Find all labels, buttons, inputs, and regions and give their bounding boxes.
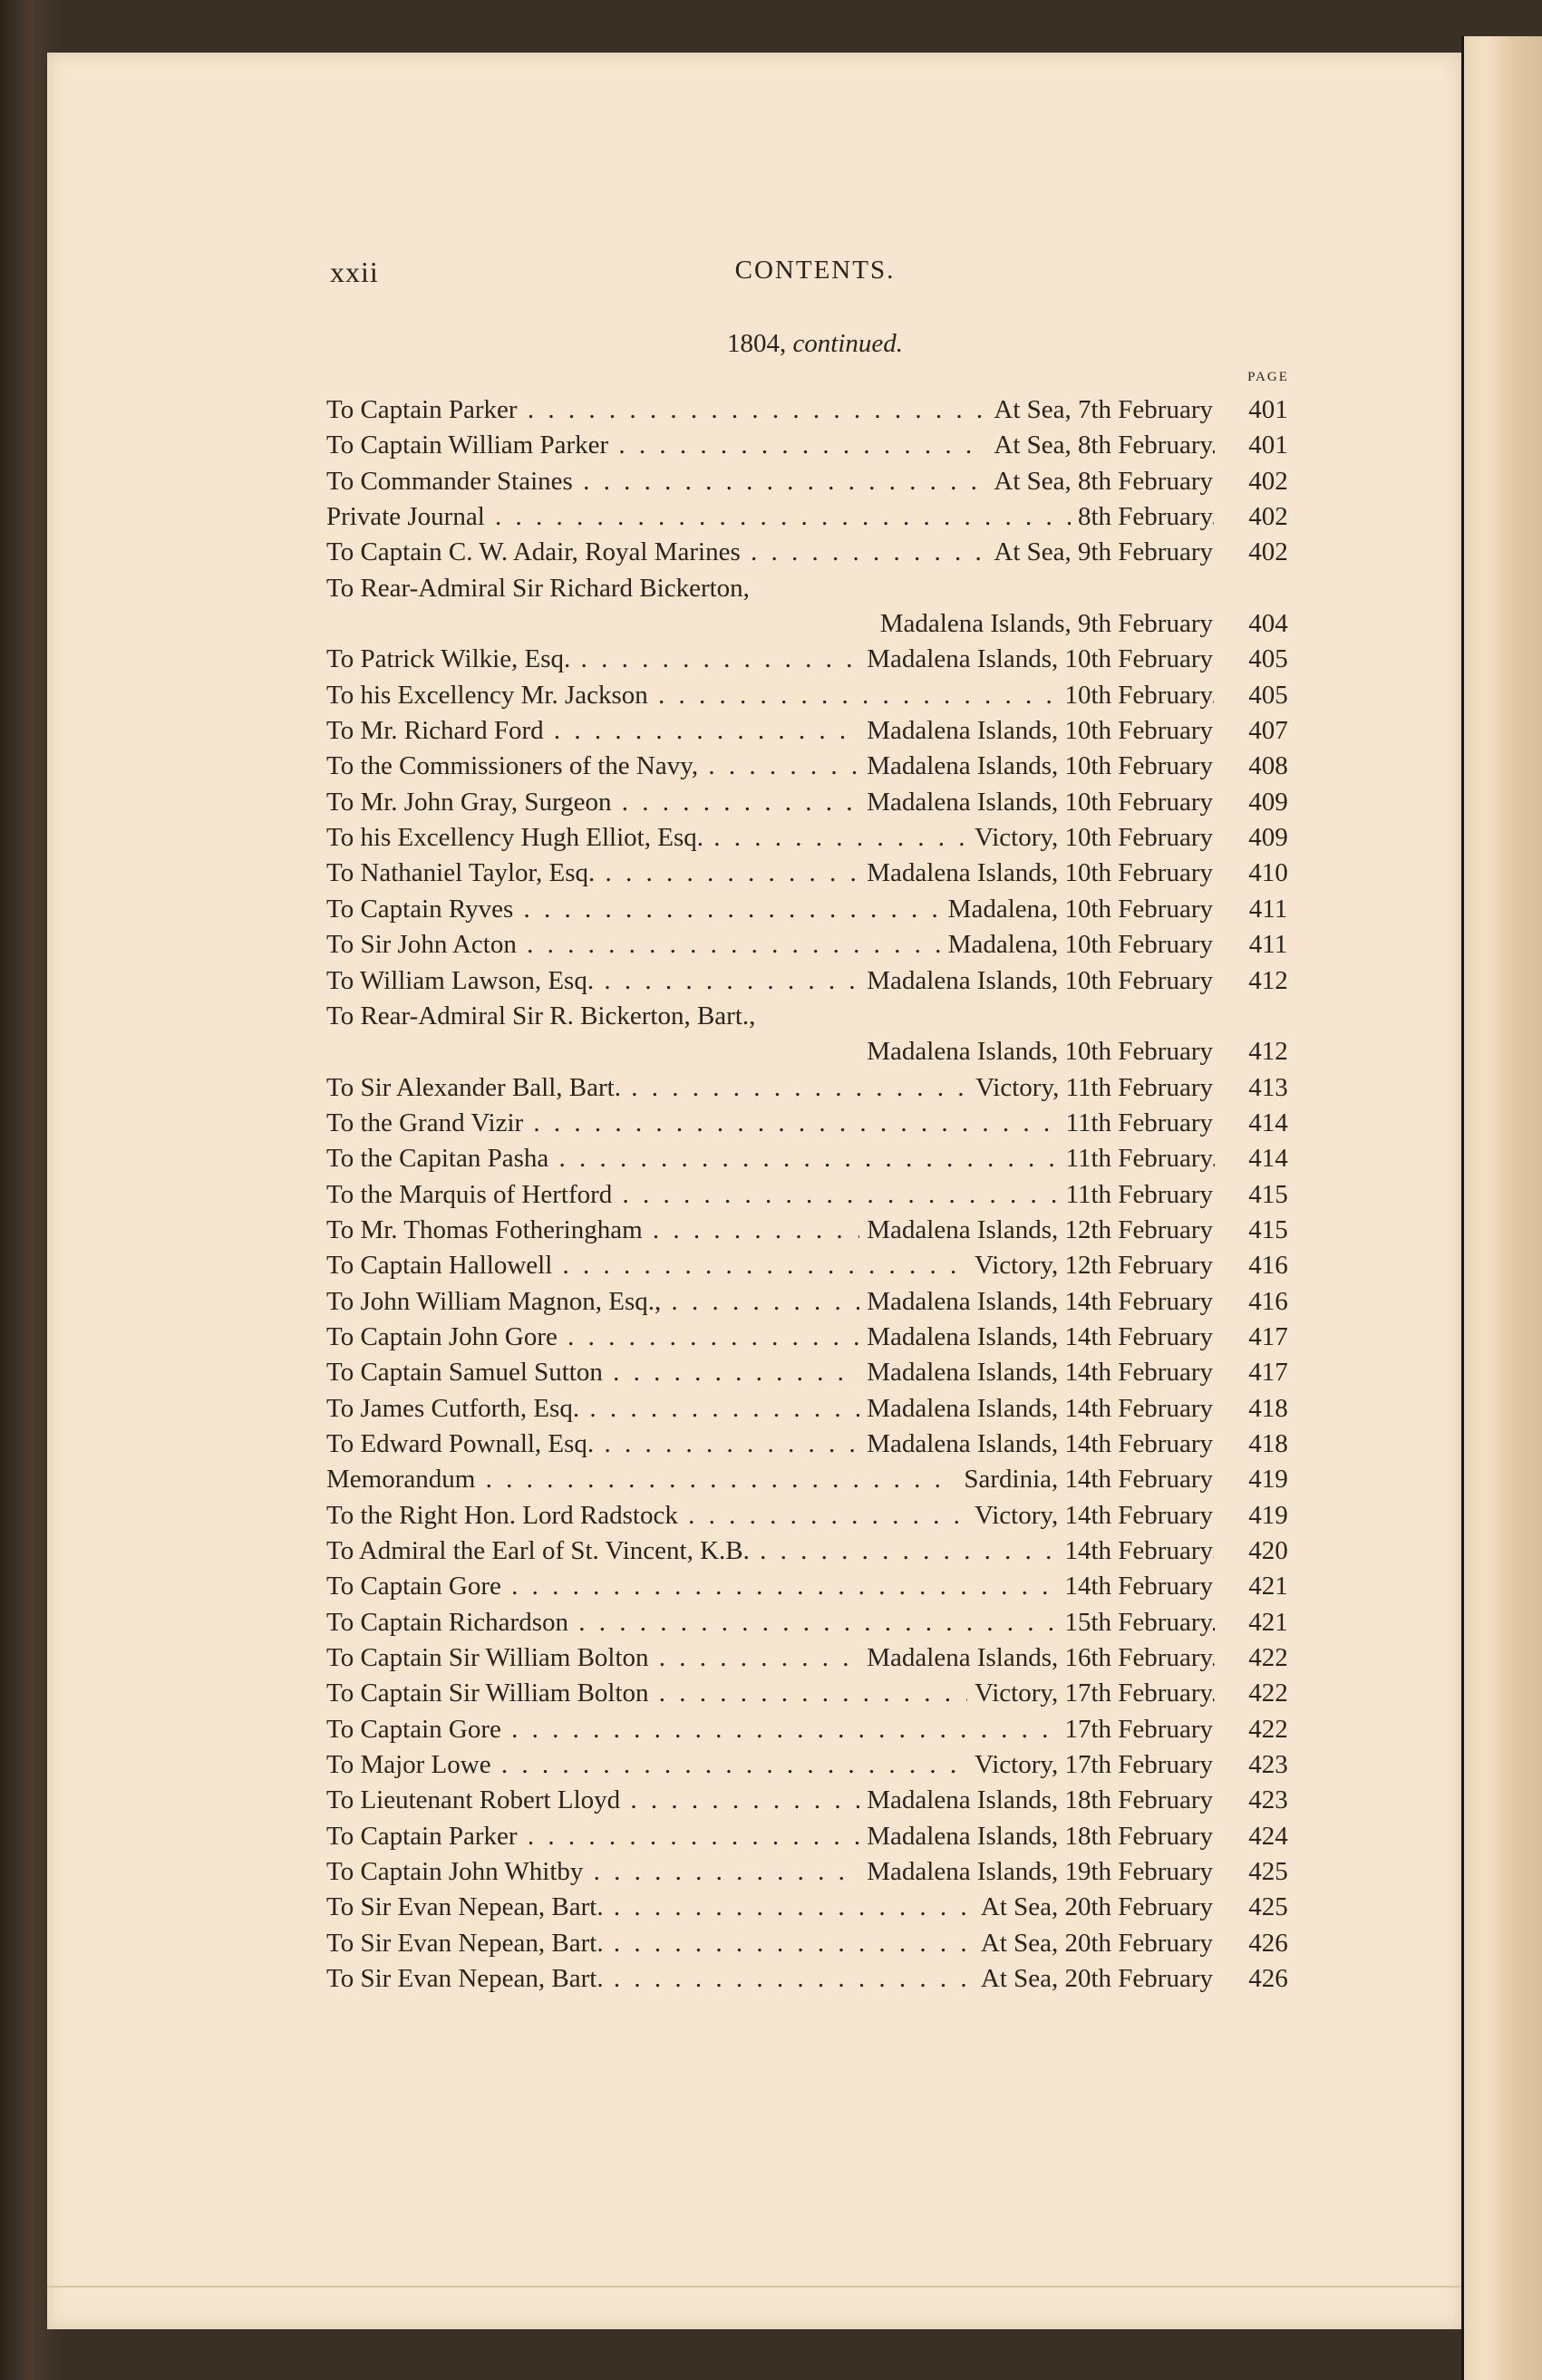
contents-entry (326, 749, 1300, 784)
entry-page-number: 420 (1248, 1536, 1288, 1565)
entry-page-number: 401 (1248, 431, 1288, 460)
entry-title: To Rear-Admiral Sir Richard Bickerton, (326, 573, 750, 603)
entry-title: To Captain Hallowell . . . (326, 1248, 1215, 1283)
entry-title: To the Right Hon. Lord Radstock . . . (326, 1498, 1215, 1533)
entry-page-number: 405 (1248, 680, 1288, 710)
contents-entry (326, 1034, 1300, 1069)
entry-place-date: 14th February (1058, 1569, 1214, 1604)
entry-page-number: 409 (1248, 823, 1288, 853)
contents-entry (326, 820, 1300, 856)
entry-title: To Sir Evan Nepean, Bart. . . . (326, 1890, 1215, 1925)
entry-place-date: At Sea, 20th February (974, 1961, 1213, 1997)
entry-title: To Mr. Richard Ford . . . (326, 713, 1215, 749)
entry-place-date: Madalena Islands, 14th February (859, 1284, 1213, 1320)
contents-entry (326, 1605, 1300, 1640)
entry-place-date: 8th February (1071, 499, 1213, 535)
entry-place-date: Madalena Islands, 10th February (859, 963, 1213, 999)
entry-page-number: 405 (1248, 644, 1288, 674)
entry-title: To Captain Samuel Sutton . . . (326, 1355, 1215, 1390)
entry-place-date: Madalena Islands, 10th February (859, 713, 1213, 749)
entry-title: To Sir Alexander Ball, Bart. . . . (326, 1070, 1215, 1106)
entry-page-number: 404 (1248, 609, 1288, 639)
contents-entry (326, 1569, 1300, 1604)
contents-entry (326, 1498, 1300, 1533)
entry-page-number: 416 (1248, 1251, 1288, 1281)
entry-page-number: 418 (1248, 1393, 1288, 1423)
entry-page-number: 402 (1248, 466, 1288, 496)
entry-title: To the Commissioners of the Navy, . . . (326, 749, 1215, 784)
contents-entry (326, 1106, 1300, 1141)
entry-place-date: 17th February (1058, 1712, 1214, 1747)
entry-place-date: Madalena Islands, 10th February (859, 785, 1213, 820)
subhead-continued: continued. (792, 329, 904, 358)
entry-place-date: Madalena Islands, 18th February (859, 1783, 1213, 1818)
contents-entry (326, 1783, 1300, 1818)
entry-page-number: 421 (1248, 1607, 1288, 1637)
entry-page-number: 414 (1248, 1144, 1288, 1174)
entry-title: To Lieutenant Robert Lloyd . . . (326, 1783, 1215, 1818)
entry-page-number: 417 (1248, 1321, 1288, 1351)
entry-place-date: Madalena Islands, 10th February (859, 856, 1213, 891)
entry-title: To Captain John Whitby . . . (326, 1854, 1215, 1890)
contents-entry (326, 1177, 1300, 1213)
page-bottom-rule (47, 2286, 1461, 2288)
entry-place-date: Madalena Islands, 16th February (859, 1640, 1213, 1676)
entry-place-date: Madalena Islands, 10th February (859, 642, 1213, 677)
contents-entry (326, 927, 1300, 963)
contents-entry (326, 1320, 1300, 1355)
entry-page-number: 423 (1248, 1785, 1288, 1815)
contents-entry (326, 999, 1300, 1034)
entry-place-date: Madalena Islands, 14th February (859, 1427, 1213, 1462)
contents-entry (326, 571, 1300, 606)
contents-entry (326, 1533, 1300, 1569)
contents-entry (326, 392, 1300, 428)
entry-page-number: 411 (1248, 894, 1288, 924)
entry-page-number: 418 (1248, 1428, 1288, 1458)
entry-title: To Admiral the Earl of St. Vincent, K.B. . . . (326, 1533, 1215, 1569)
entry-place-date: Sardinia, 14th February (956, 1462, 1213, 1497)
contents-entry (326, 1284, 1300, 1320)
entry-place-date: Victory, 10th February (967, 820, 1213, 856)
entry-title: To the Capitan Pasha . . . (326, 1141, 1215, 1176)
entry-place-date: Madalena, 10th February (941, 892, 1213, 927)
contents-list (326, 392, 1300, 1997)
entry-place-date: Madalena Islands, 10th February (859, 749, 1213, 784)
page-header (330, 256, 1300, 292)
entry-title: To John William Magnon, Esq., . . . (326, 1284, 1215, 1320)
entry-title: To Major Lowe . . . (326, 1747, 1215, 1783)
entry-title: To Mr. John Gray, Surgeon . . . (326, 785, 1215, 820)
contents-entry (326, 1890, 1300, 1925)
entry-title: To William Lawson, Esq. . . . (326, 963, 1215, 999)
entry-place-date: 11th February (1059, 1177, 1213, 1213)
entry-title: To the Grand Vizir . . . (326, 1106, 1215, 1141)
entry-page-number: 413 (1248, 1072, 1288, 1102)
contents-entry (326, 535, 1300, 570)
contents-entry (326, 892, 1300, 927)
entry-page-number: 425 (1248, 1892, 1288, 1922)
entry-title: To Captain Ryves . . . (326, 892, 1215, 927)
subhead-year: 1804, (726, 329, 787, 358)
contents-entry (326, 856, 1300, 891)
entry-place-date: Madalena Islands, 14th February (859, 1355, 1213, 1390)
entry-page-number: 415 (1248, 1179, 1288, 1209)
entry-place-date: At Sea, 20th February (974, 1926, 1213, 1961)
contents-entry (326, 1141, 1300, 1176)
contents-entry (326, 713, 1300, 749)
entry-place-date: At Sea, 9th February (986, 535, 1213, 570)
entry-place-date: Victory, 11th February (968, 1070, 1213, 1106)
entry-page-number: 421 (1248, 1572, 1288, 1601)
entry-place-date: At Sea, 20th February (974, 1890, 1213, 1925)
entry-title: To Captain Sir William Bolton . . . (326, 1676, 1215, 1711)
contents-entry (326, 606, 1300, 642)
contents-entry (326, 963, 1300, 999)
contents-entry (326, 1462, 1300, 1497)
entry-place-date: Victory, 17th February (967, 1676, 1213, 1711)
entry-title: To Captain John Gore . . . (326, 1320, 1215, 1355)
contents-entry (326, 1819, 1300, 1854)
entry-page-number: 417 (1248, 1358, 1288, 1388)
entry-place-date: Madalena, 10th February (941, 927, 1213, 963)
section-subhead (330, 329, 1300, 359)
facing-page-edge (1461, 36, 1542, 2380)
entry-page-number: 426 (1248, 1964, 1288, 1994)
entry-title: To Sir Evan Nepean, Bart. . . . (326, 1961, 1215, 1997)
entry-page-number: 409 (1248, 787, 1288, 817)
contents-entry (326, 1961, 1300, 1997)
entry-place-date: Madalena Islands, 9th February (873, 606, 1213, 642)
contents-entry (326, 1427, 1300, 1462)
entry-place-date: At Sea, 7th February (986, 392, 1213, 428)
entry-place-date: 14th February (1058, 1533, 1214, 1569)
entry-page-number: 414 (1248, 1108, 1288, 1137)
entry-place-date: Madalena Islands, 12th February (859, 1213, 1213, 1248)
entry-place-date: Victory, 12th February (967, 1248, 1213, 1283)
entry-page-number: 424 (1248, 1821, 1288, 1851)
folio-number: xxii (330, 256, 379, 288)
contents-entry (326, 1747, 1300, 1783)
entry-page-number: 425 (1248, 1857, 1288, 1887)
entry-page-number: 402 (1248, 537, 1288, 567)
entry-title: To Sir John Acton . . . (326, 927, 1215, 963)
entry-place-date: Madalena Islands, 14th February (859, 1391, 1213, 1427)
entry-place-date: Madalena Islands, 10th February (859, 1034, 1213, 1069)
page-column-label: PAGE (1247, 370, 1289, 384)
entry-page-number: 412 (1248, 1037, 1288, 1067)
contents-entry (326, 1854, 1300, 1890)
entry-title: To the Marquis of Hertford . . . (326, 1177, 1215, 1213)
entry-page-number: 412 (1248, 965, 1288, 995)
entry-page-number: 419 (1248, 1500, 1288, 1530)
entry-page-number: 426 (1248, 1928, 1288, 1958)
contents-entry (326, 1676, 1300, 1711)
entry-place-date: Victory, 14th February (967, 1498, 1213, 1533)
running-head: CONTENTS. (734, 256, 896, 285)
entry-place-date: Madalena Islands, 18th February (859, 1819, 1213, 1854)
entry-page-number: 410 (1248, 858, 1288, 888)
entry-page-number: 408 (1248, 751, 1288, 781)
entry-page-number: 423 (1248, 1750, 1288, 1780)
entry-title: Private Journal . . . (326, 499, 1215, 535)
entry-title: To Captain Sir William Bolton . . . (326, 1640, 1215, 1676)
entry-page-number: 407 (1248, 716, 1288, 746)
gutter-line (1461, 36, 1464, 2380)
entry-title: To Captain Parker . . . (326, 392, 1215, 428)
entry-page-number: 419 (1248, 1465, 1288, 1495)
entry-title: To Patrick Wilkie, Esq. . . . (326, 642, 1215, 677)
contents-entry (326, 678, 1300, 713)
entry-place-date: 11th February (1059, 1106, 1213, 1141)
contents-entry (326, 785, 1300, 820)
entry-page-number: 422 (1248, 1643, 1288, 1673)
contents-entry (326, 642, 1300, 677)
contents-entry (326, 1640, 1300, 1676)
entry-title: To his Excellency Mr. Jackson . . . (326, 678, 1215, 713)
entry-page-number: 422 (1248, 1714, 1288, 1744)
entry-title: To Captain William Parker . . . (326, 428, 1215, 463)
entry-place-date: 11th February (1059, 1141, 1213, 1176)
contents-entry (326, 1213, 1300, 1248)
entry-title: To his Excellency Hugh Elliot, Esq. . . . (326, 820, 1215, 856)
entry-place-date: Madalena Islands, 19th February (859, 1854, 1213, 1890)
contents-entry (326, 428, 1300, 463)
entry-title: To Edward Pownall, Esq. . . . (326, 1427, 1215, 1462)
entry-title: To Sir Evan Nepean, Bart. . . . (326, 1926, 1215, 1961)
entry-title: To Commander Staines . . . (326, 464, 1215, 499)
entry-title: To Captain Parker . . . (326, 1819, 1215, 1854)
entry-title: To Captain Gore . . . (326, 1569, 1215, 1604)
contents-entry (326, 1712, 1300, 1747)
entry-title: To Captain C. W. Adair, Royal Marines . . . (326, 535, 1215, 570)
entry-title: Memorandum . . . (326, 1462, 1215, 1497)
entry-place-date: Victory, 17th February (967, 1747, 1213, 1783)
entry-place-date: At Sea, 8th February (986, 428, 1213, 463)
entry-title: To Rear-Admiral Sir R. Bickerton, Bart., (326, 1001, 756, 1030)
contents-entry (326, 1391, 1300, 1427)
entry-page-number: 422 (1248, 1679, 1288, 1708)
entry-place-date: 15th February (1058, 1605, 1214, 1640)
entry-place-date: At Sea, 8th February (986, 464, 1213, 499)
entry-page-number: 416 (1248, 1286, 1288, 1316)
contents-entry (326, 1355, 1300, 1390)
entry-place-date: Madalena Islands, 14th February (859, 1320, 1213, 1355)
entry-title: To Captain Richardson . . . (326, 1605, 1215, 1640)
contents-entry (326, 464, 1300, 499)
contents-entry (326, 1926, 1300, 1961)
entry-page-number: 401 (1248, 395, 1288, 424)
contents-entry (326, 499, 1300, 535)
entry-title: To Mr. Thomas Fotheringham . . . (326, 1213, 1215, 1248)
entry-page-number: 402 (1248, 502, 1288, 532)
entry-page-number: 415 (1248, 1214, 1288, 1244)
entry-page-number: 411 (1248, 930, 1288, 960)
entry-place-date: 10th February (1058, 678, 1214, 713)
contents-entry (326, 1070, 1300, 1106)
contents-entry (326, 1248, 1300, 1283)
entry-title: To James Cutforth, Esq. . . . (326, 1391, 1215, 1427)
entry-title: To Nathaniel Taylor, Esq. . . . (326, 856, 1215, 891)
entry-title: To Captain Gore . . . (326, 1712, 1215, 1747)
